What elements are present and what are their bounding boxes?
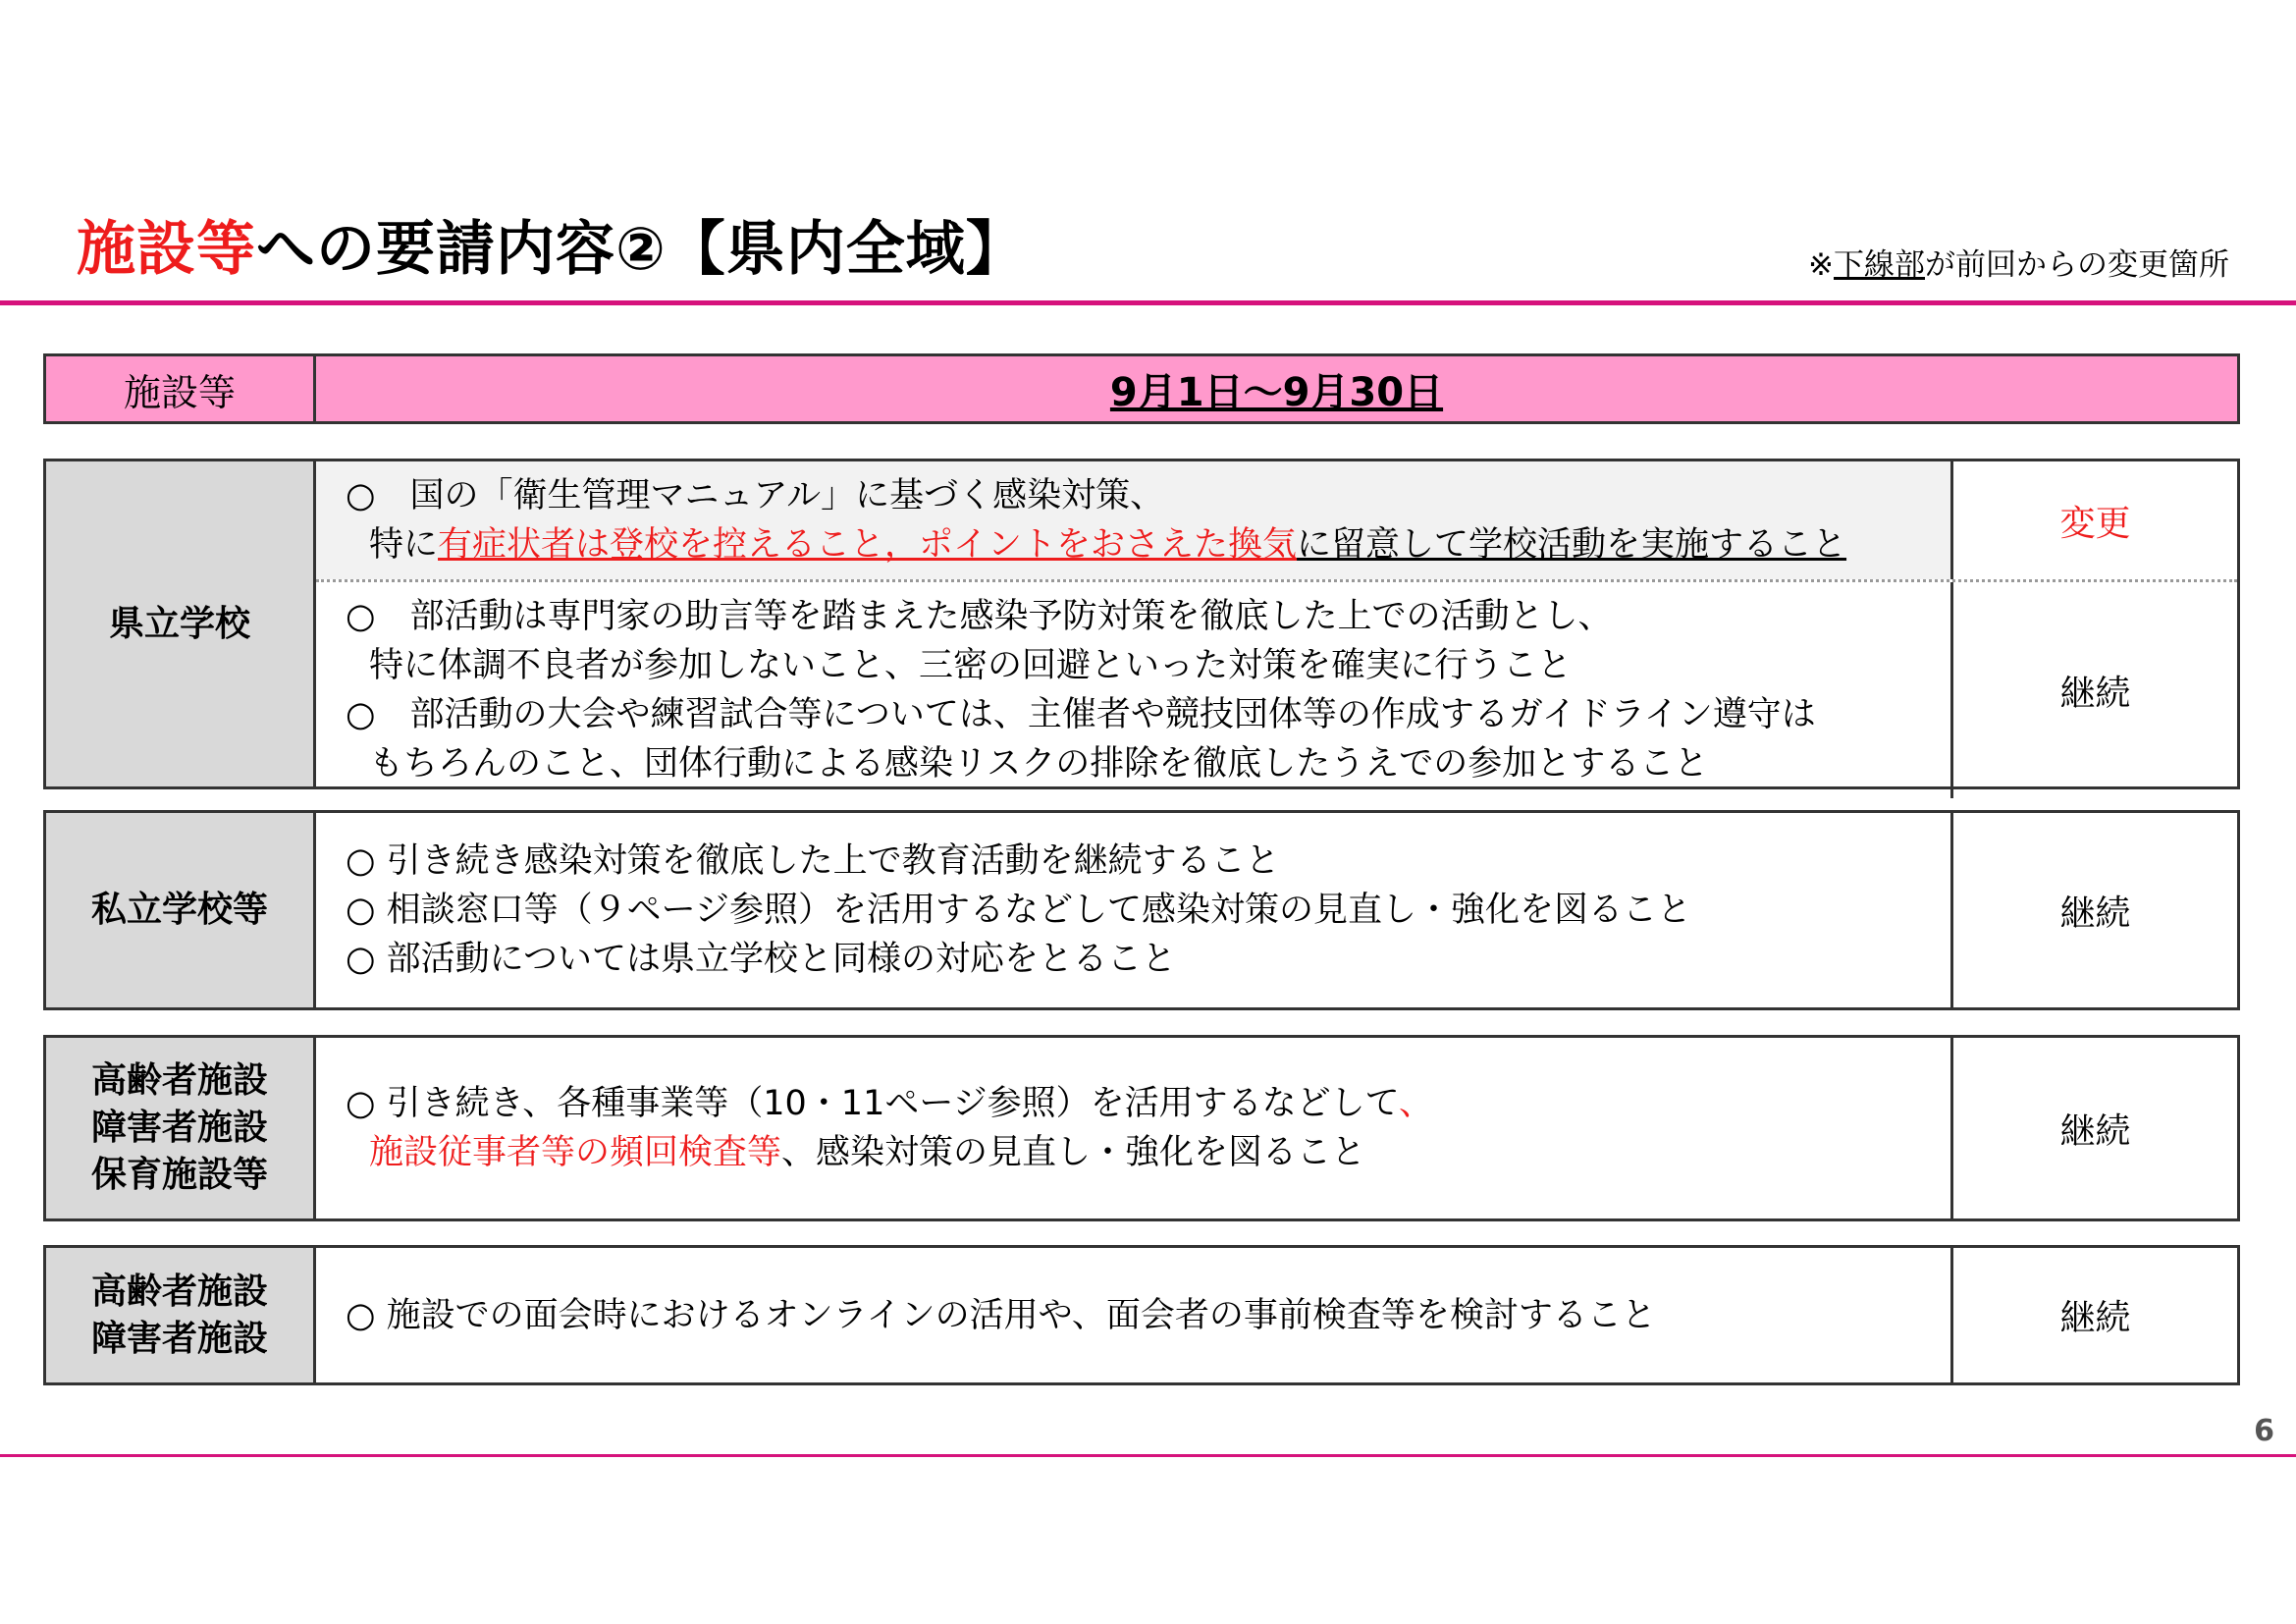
- title-divider: [0, 300, 2296, 305]
- status-badge: 継続: [1950, 1038, 2237, 1218]
- title-highlight: 施設等: [77, 215, 256, 284]
- status-badge: 継続: [1950, 1248, 2237, 1382]
- table-row: ○ 施設での面会時におけるオンラインの活用や、面会者の事前検査等を検討すること 継続: [316, 1248, 2237, 1382]
- block-care-facilities: [43, 1035, 2240, 1221]
- period-header: 9月1日～9月30日: [1109, 369, 1444, 415]
- category-label: 高齢者施設 障害者施設 保育施設等: [46, 1038, 316, 1218]
- block-elderly-disability-facilities: [43, 1245, 2240, 1385]
- block-prefectural-schools: [43, 459, 2240, 789]
- table-row: ○ 部活動は専門家の助言等を踏まえた感染予防対策を徹底した上での活動とし、 特に体調不良者が参加しないこと、三密の回避といった対策を確実に行うこと ○ 部活動の大会や練習試合等については、主催者や競技団体等の作成するガイドライン遵守は もちろんのこと、団体行動による感染リスクの排除を徹底したうえでの参加とすること 継続: [316, 579, 2237, 798]
- changed-text: 施設従事者等の頻回検査等: [369, 1133, 782, 1172]
- table-row: ○ 国の「衛生管理マニュアル」に基づく感染対策、 特に有症状者は登校を控えること，ポイントをおさえた換気に留意して学校活動を実施すること 変更: [316, 461, 2237, 579]
- facility-header-label: 施設等: [46, 356, 316, 421]
- footer-divider: [0, 1454, 2296, 1457]
- change-note: ※下線部が前回からの変更箇所: [1808, 247, 2229, 283]
- title-rest: への要請内容②【県内全域】: [256, 215, 1026, 284]
- status-badge: 変更: [1950, 461, 2237, 579]
- block-private-schools: [43, 810, 2240, 1010]
- category-label: 高齢者施設 障害者施設: [46, 1248, 316, 1382]
- table-header: [43, 353, 2240, 424]
- category-label: 県立学校: [46, 461, 316, 786]
- category-label: 私立学校等: [46, 813, 316, 1007]
- page-title: [77, 214, 1026, 285]
- page-number: 6: [2254, 1414, 2274, 1448]
- status-badge: 継続: [1950, 582, 2237, 798]
- status-badge: 継続: [1950, 813, 2237, 1007]
- table-row: ○ 引き続き、各種事業等（10・11ページ参照）を活用するなどして、 施設従事者等の頻回検査等、感染対策の見直し・強化を図ること 継続: [316, 1038, 2237, 1218]
- changed-text: 有症状者は登校を控えること，ポイントをおさえた換気: [438, 525, 1298, 565]
- table-row: ○ 引き続き感染対策を徹底した上で教育活動を継続すること ○ 相談窓口等（９ページ参照）を活用するなどして感染対策の見直し・強化を図ること ○ 部活動については県立学校と同様の対応をとること 継続: [316, 813, 2237, 1007]
